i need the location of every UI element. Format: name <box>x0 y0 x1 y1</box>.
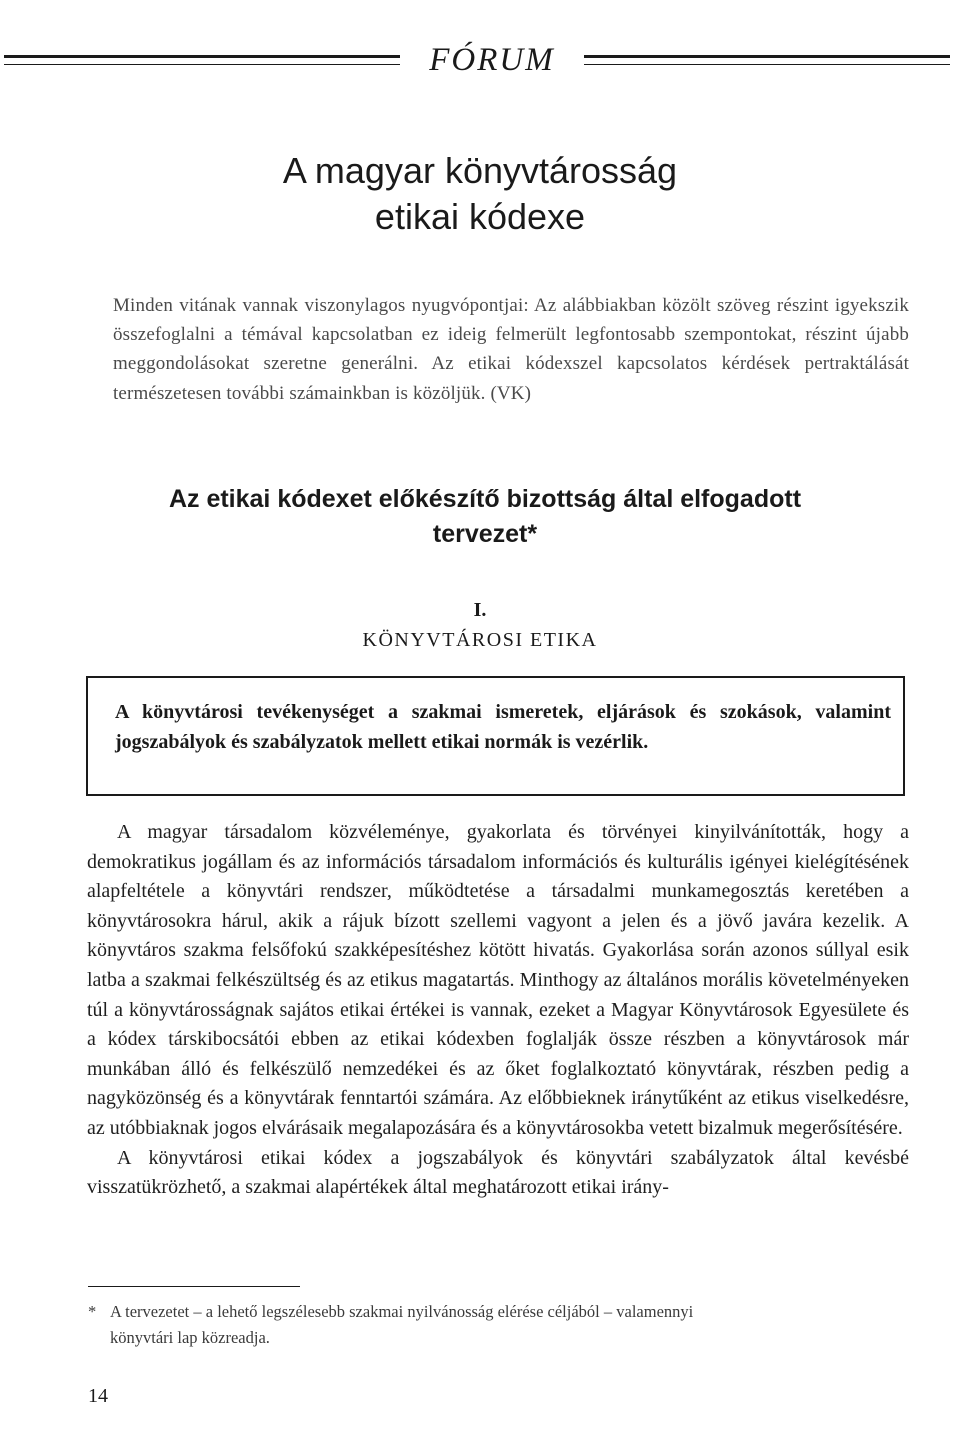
footnote-line-1 <box>88 1299 910 1325</box>
header-rule-left <box>4 55 400 65</box>
draft-heading <box>60 482 910 552</box>
lead-paragraph: Minden vitának vannak viszonylagos nyugvópontjai: Az alábbiakban közölt szöveg részint igyekszik összefoglalni a témával kapcsolatban ez ideig felmerült legfontosabb szempontokat, részint újabb meggondolásokat szeretne generálni. Az etikai kódexszel kapcsolatos kérdések pertraktálását természetesen további számainkban is közöljük. (VK) <box>113 295 909 404</box>
footnote <box>88 1299 910 1351</box>
body-paragraph: A magyar társadalom közvéleménye, gyakorlata és törvényei kinyilvánították, hogy a demokratikus jogállam és az információs társadalom információs és kulturális igényei kielégítésének alapfeltétele a könyvtári rendszer, működtetése a társadalmi munkamegosztás keretében a könyvtárosokra hárul, akik a rájuk bízott szellemi vagyont a jelen és a jövő javára kezelik. A könyvtáros szakma felsőfokú szakképesítéshez kötött hivatás. Gyakorlása során azonos súllyal esik latba a szakmai felkészültség és az etikus magatartás. Minthogy az általános morális követelményeken túl a könyvtárosságnak sajátos etikai értékei is vannak, ezeket a Magyar Könyvtárosok Egyesülete és a kódex társkibocsátói ebben az etikai kódexben foglalják össze részben a könyvtárosok már munkában álló és felkészülő nemzedékei és az őket foglalkoztató könyvtárak, részben pedig a nagyközönség és a könyvtárak fenntartói számára. Az előbbieknek iránytűként az etikus viselkedésre, az utóbbiaknak jogos elvárásaik megalapozására és a könyvtárosokba vetett bizalmuk megerősítésére. <box>87 821 909 1139</box>
part-number: I. <box>473 599 487 621</box>
body-paragraph: A könyvtárosi etikai kódex a jogszabályok és könyvtári szabályzatok által kevésbé visszatükrözhető, a szakmai alapértékek által meghatározott etikai irány- <box>87 1146 909 1199</box>
draft-heading-line-1: Az etikai kódexet előkészítő bizottság által elfogadott <box>168 485 802 513</box>
footnote-line-2: könyvtári lap közreadja. <box>110 1328 270 1347</box>
footnote-text-1: A tervezetet – a lehető legszélesebb szakmai nyilvánosság elérése céljából – valamennyi <box>110 1302 694 1321</box>
article-title-line-2: etikai kódexe <box>374 196 586 237</box>
footnote-rule <box>88 1286 300 1287</box>
page-number: 14 <box>88 1385 108 1407</box>
part-title: KÖNYVTÁROSI ETIKA <box>362 629 598 651</box>
body-text <box>87 818 909 1203</box>
draft-heading-line-2: tervezet* <box>432 520 538 548</box>
principle-text: A könyvtárosi tevékenységet a szakmai ismeretek, eljárások és szokások, valamint jogszabályok és szabályzatok mellett etikai normák is vezérlik. <box>115 701 891 753</box>
section-header <box>0 38 960 84</box>
footnote-mark: * <box>88 1302 97 1321</box>
header-rule-right <box>584 55 950 65</box>
section-name: FÓRUM <box>429 42 555 78</box>
article-title <box>0 148 960 240</box>
article-title-line-1: A magyar könyvtárosság <box>282 150 678 191</box>
